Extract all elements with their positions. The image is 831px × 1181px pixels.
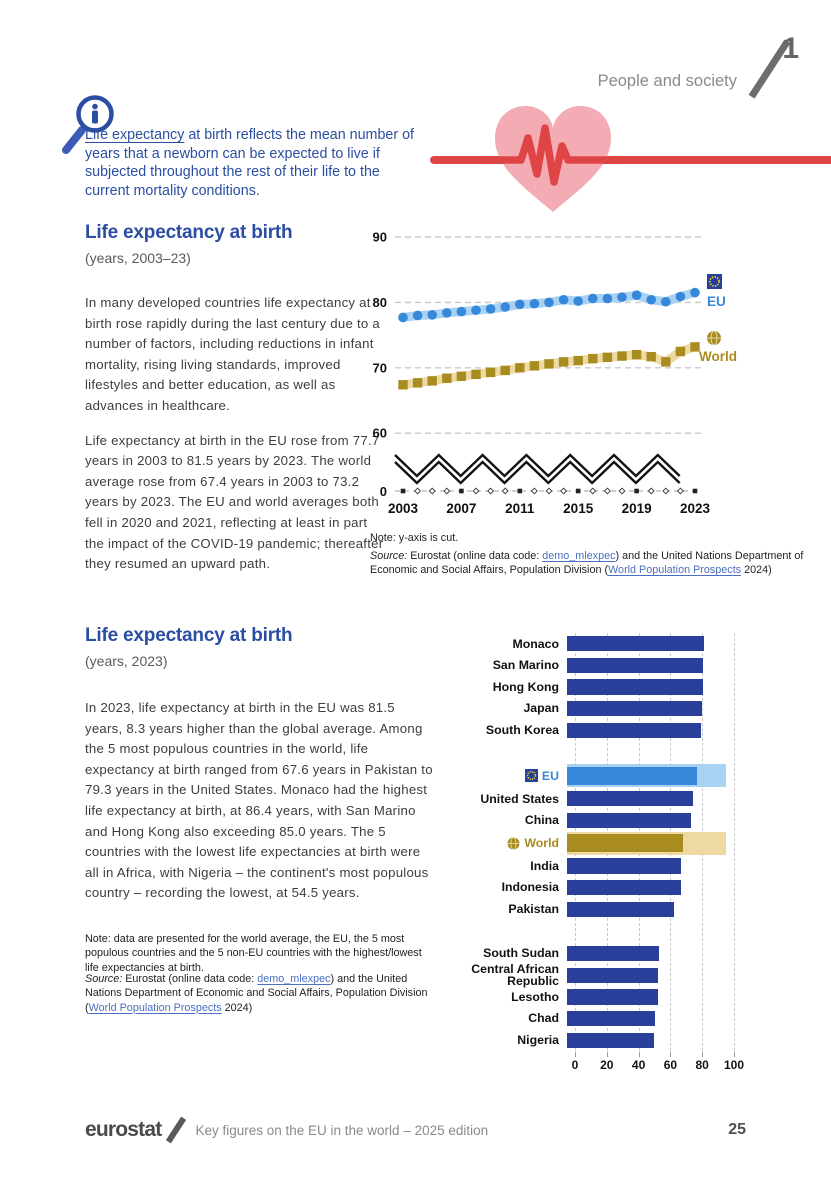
source-link-demo-mlexpec-2[interactable]: demo_mlexpec bbox=[257, 973, 331, 985]
x-tick-marker bbox=[693, 489, 698, 494]
x-axis-label: 100 bbox=[723, 1057, 745, 1072]
footer bbox=[85, 1113, 746, 1147]
section1-title: Life expectancy at birth bbox=[85, 222, 293, 243]
x-tick-marker-minor bbox=[502, 488, 508, 494]
data-point bbox=[544, 298, 554, 308]
x-tick-marker-minor bbox=[561, 488, 567, 494]
bar-row-san-marino bbox=[440, 655, 831, 677]
bar-label bbox=[440, 724, 567, 737]
bar-rows bbox=[440, 633, 831, 1051]
bar-label-text: San Marino bbox=[492, 658, 559, 673]
bar-group-gap bbox=[440, 920, 831, 943]
legend-world bbox=[699, 331, 737, 364]
data-point bbox=[661, 297, 671, 307]
x-axis-tick bbox=[734, 1052, 735, 1057]
bar-track bbox=[567, 788, 728, 810]
bar-x-axis bbox=[440, 1051, 831, 1075]
data-point bbox=[676, 292, 686, 302]
bar bbox=[567, 636, 704, 651]
bar-chart-source: Source: Eurostat (online data code: demo_mlexpec) and the United Nations Department of Economic and Social Affairs, Population Division (World Population Prospects 2024) bbox=[85, 973, 428, 1014]
x-tick-label: 2011 bbox=[505, 501, 535, 516]
bar bbox=[567, 858, 681, 873]
x-tick-marker bbox=[401, 489, 406, 494]
x-tick-marker bbox=[518, 489, 523, 494]
x-tick-marker-minor bbox=[429, 488, 435, 494]
bar-label bbox=[440, 702, 567, 715]
data-point bbox=[617, 292, 627, 302]
bar-row-lesotho bbox=[440, 986, 831, 1008]
bar-track bbox=[567, 877, 728, 899]
section2-subtitle: (years, 2023) bbox=[85, 653, 168, 669]
bar-track bbox=[567, 898, 728, 920]
x-tick-marker-minor bbox=[619, 488, 625, 494]
x-tick-label: 2019 bbox=[621, 501, 652, 516]
x-tick-label: 2007 bbox=[446, 501, 477, 516]
bar-track bbox=[567, 655, 728, 677]
data-point bbox=[442, 374, 451, 383]
heartbeat-heart-icon bbox=[487, 94, 619, 219]
data-point bbox=[471, 305, 481, 315]
bar bbox=[567, 880, 681, 895]
x-tick-marker-minor bbox=[488, 488, 494, 494]
data-point bbox=[603, 353, 612, 362]
x-axis-tick bbox=[639, 1052, 640, 1057]
data-point bbox=[559, 295, 569, 305]
bar-label bbox=[440, 881, 567, 894]
line-chart-note: Note: y-axis is cut. bbox=[370, 532, 459, 544]
bar bbox=[567, 679, 703, 694]
bar-label bbox=[440, 903, 567, 916]
bar-label bbox=[440, 837, 567, 850]
bar bbox=[567, 813, 691, 828]
section1-body bbox=[85, 293, 387, 589]
section2-title: Life expectancy at birth bbox=[85, 625, 293, 646]
bar-label-text: Lesotho bbox=[511, 989, 559, 1004]
bar-label-text: South Sudan bbox=[483, 946, 559, 961]
bar-track bbox=[567, 698, 728, 720]
bar-row-central-african-republic bbox=[440, 961, 831, 989]
bar bbox=[567, 834, 683, 852]
bar bbox=[567, 658, 703, 673]
bar bbox=[567, 989, 658, 1004]
bar bbox=[567, 723, 701, 738]
bar-label-text: Monaco bbox=[512, 636, 559, 651]
y-tick-label: 80 bbox=[372, 294, 387, 310]
legend-eu bbox=[707, 274, 726, 309]
data-point bbox=[559, 357, 568, 366]
x-tick-marker-minor bbox=[678, 488, 684, 494]
data-point bbox=[500, 302, 510, 312]
data-point bbox=[647, 352, 656, 361]
y-zero-label: 0 bbox=[379, 484, 387, 499]
x-axis-tick bbox=[575, 1052, 576, 1057]
data-point bbox=[603, 294, 613, 304]
bar-row-japan bbox=[440, 698, 831, 720]
bar-label bbox=[440, 769, 567, 782]
legend-eu-label: EU bbox=[707, 294, 726, 309]
y-tick-label: 60 bbox=[372, 425, 387, 441]
bar-label bbox=[440, 963, 567, 988]
bar-track bbox=[567, 633, 728, 655]
data-point bbox=[515, 300, 525, 310]
x-tick-marker-minor bbox=[648, 488, 654, 494]
data-point bbox=[457, 307, 467, 317]
bar-row-india bbox=[440, 855, 831, 877]
data-point bbox=[486, 304, 496, 314]
bar-row-indonesia bbox=[440, 877, 831, 899]
definition-highlight: Life expectancy bbox=[85, 127, 185, 143]
data-point bbox=[676, 347, 685, 356]
data-point bbox=[573, 296, 583, 306]
data-point bbox=[442, 308, 452, 318]
x-axis-label: 80 bbox=[695, 1057, 709, 1072]
bar-row-eu bbox=[440, 764, 831, 788]
bar-label-text: Pakistan bbox=[508, 901, 559, 916]
x-tick-label: 2023 bbox=[679, 501, 711, 516]
bar-label-text: World bbox=[524, 835, 559, 850]
section1-para2: Life expectancy at birth in the EU rose from 77.7 years in 2003 to 81.5 years by 2023. The world average rose from 67.4 years in 2003 to 73.2 years by 2023. The EU and world averages both fell in 2020 and 2021, reflecting at least in part the impact of the COVID-19 pandemic; thereafter they resumed an upward path. bbox=[85, 432, 384, 572]
data-point bbox=[530, 361, 539, 370]
series-eu bbox=[398, 288, 700, 322]
x-axis-tick bbox=[702, 1052, 703, 1057]
data-point bbox=[515, 363, 524, 372]
bar-track bbox=[567, 943, 728, 965]
x-axis-label: 40 bbox=[631, 1057, 646, 1072]
bar-row-china bbox=[440, 810, 831, 832]
section2-body bbox=[85, 698, 433, 918]
bar-label bbox=[440, 947, 567, 960]
line-chart-svg bbox=[355, 230, 755, 525]
section2-para1: In 2023, life expectancy at birth in the EU was 81.5 years, 8.3 years higher than the global average. Among the 5 most populous countries in the world, life expectancy at birth ranged from 67.6 years in Pakistan to 79.3 years in the United States. Monaco had the highest life expectancy at birth, at 86.4 years, with San Marino and Hong Kong also exceeding 85.0 years. The 5 countries with the lowest life expectancies at birth were all in Africa, with Nigeria – the continent's most populous country – recording the lowest, at 54.5 years. bbox=[85, 700, 433, 901]
bar-track bbox=[567, 719, 728, 741]
bar-label bbox=[440, 860, 567, 873]
data-point bbox=[661, 357, 670, 366]
bar bbox=[567, 701, 702, 716]
data-point bbox=[588, 294, 598, 304]
data-point bbox=[530, 299, 540, 309]
x-tick-marker-minor bbox=[415, 488, 421, 494]
data-point bbox=[632, 290, 642, 300]
bar-label bbox=[440, 1034, 567, 1047]
y-tick-label: 70 bbox=[372, 360, 387, 376]
x-axis-label: 60 bbox=[663, 1057, 678, 1072]
x-tick-marker bbox=[634, 489, 639, 494]
data-point bbox=[457, 372, 466, 381]
bar-label-text: South Korea bbox=[485, 722, 559, 737]
x-axis-tick bbox=[670, 1052, 671, 1057]
bar-label bbox=[440, 793, 567, 806]
bar-row-united-states bbox=[440, 788, 831, 810]
bar-label-text: India bbox=[530, 858, 559, 873]
page-number: 25 bbox=[728, 1121, 746, 1138]
x-axis-label: 0 bbox=[571, 1057, 579, 1072]
bar-label-text: Central African Republic bbox=[471, 961, 559, 989]
x-tick-marker-minor bbox=[590, 488, 596, 494]
chapter-number: 1 bbox=[782, 32, 799, 65]
data-point bbox=[617, 351, 626, 360]
x-axis-tick bbox=[607, 1052, 608, 1057]
bar-chart-note: Note: data are presented for the world average, the EU, the 5 most populous countries and the 5 non-EU countries with the highest/lowest life expectancies at birth. bbox=[85, 933, 422, 974]
data-point bbox=[398, 380, 407, 389]
bar bbox=[567, 1011, 655, 1026]
x-axis-label: 20 bbox=[600, 1057, 614, 1072]
x-tick-marker bbox=[576, 489, 581, 494]
bar bbox=[567, 1033, 654, 1048]
globe-icon bbox=[507, 837, 520, 850]
series-world bbox=[398, 342, 699, 389]
line-chart-source: Source: Eurostat (online data code: demo_mlexpec) and the United Nations Department of Economic and Social Affairs, Population Division (World Population Prospects 2024) bbox=[370, 550, 804, 577]
source-link-world-population-prospects[interactable]: World Population Prospects bbox=[608, 564, 742, 577]
bar-label bbox=[440, 991, 567, 1004]
chapter-section-label: People and society bbox=[597, 72, 737, 90]
bar-label-text: Chad bbox=[528, 1011, 559, 1026]
data-point bbox=[486, 368, 495, 377]
bar-group-gap bbox=[440, 741, 831, 764]
bar-row-hong-kong bbox=[440, 676, 831, 698]
bar bbox=[567, 946, 659, 961]
data-point bbox=[428, 376, 437, 385]
data-point bbox=[646, 295, 656, 305]
bar-row-monaco bbox=[440, 633, 831, 655]
bar-row-nigeria bbox=[440, 1029, 831, 1051]
data-point bbox=[471, 370, 480, 379]
eurostat-logo: eurostat bbox=[85, 1118, 162, 1141]
bar-track bbox=[567, 764, 728, 788]
data-point bbox=[588, 354, 597, 363]
bar-track bbox=[567, 965, 728, 987]
bar-track bbox=[567, 1008, 728, 1030]
bar-row-south-korea bbox=[440, 719, 831, 741]
data-point bbox=[398, 313, 408, 323]
x-tick-marker-minor bbox=[605, 488, 611, 494]
bar-track bbox=[567, 855, 728, 877]
footer-edition-title: Key figures on the EU in the world – 2025 edition bbox=[195, 1122, 489, 1138]
bar-row-chad bbox=[440, 1008, 831, 1030]
bar-chart bbox=[440, 633, 831, 1078]
y-tick-label: 90 bbox=[372, 230, 387, 245]
bar-label-text: Nigeria bbox=[517, 1032, 559, 1047]
bar-label-text: EU bbox=[541, 768, 559, 783]
bar-track bbox=[567, 1029, 728, 1051]
bar bbox=[567, 902, 674, 917]
x-tick-marker-minor bbox=[546, 488, 552, 494]
bar-label bbox=[440, 659, 567, 672]
x-tick-label: 2003 bbox=[387, 501, 419, 516]
bar-label bbox=[440, 681, 567, 694]
data-point bbox=[690, 288, 700, 298]
x-tick-marker-minor bbox=[473, 488, 479, 494]
bar-label-text: China bbox=[524, 813, 559, 828]
x-tick-marker-minor bbox=[663, 488, 669, 494]
bar bbox=[567, 968, 658, 983]
data-point bbox=[574, 356, 583, 365]
data-point bbox=[427, 310, 437, 320]
bar-track bbox=[567, 810, 728, 832]
bar bbox=[567, 767, 697, 785]
eurostat-logo-slash bbox=[166, 1117, 186, 1144]
bar-label-text: Japan bbox=[523, 701, 559, 716]
bar-label bbox=[440, 814, 567, 827]
bar-row-world bbox=[440, 831, 831, 855]
section1-subtitle: (years, 2003–23) bbox=[85, 250, 191, 266]
bar-track bbox=[567, 831, 728, 855]
bar bbox=[567, 791, 693, 806]
bar-label-text: Hong Kong bbox=[492, 679, 559, 694]
bar-row-pakistan bbox=[440, 898, 831, 920]
data-point bbox=[413, 378, 422, 387]
eu-flag-icon bbox=[525, 769, 538, 782]
data-point bbox=[413, 311, 423, 321]
source-link-world-population-prospects-2[interactable]: World Population Prospects bbox=[88, 1001, 222, 1014]
legend-world-label: World bbox=[699, 349, 737, 364]
line-chart bbox=[355, 230, 755, 525]
x-tick-marker-minor bbox=[444, 488, 450, 494]
source-link-demo-mlexpec[interactable]: demo_mlexpec bbox=[542, 550, 616, 562]
bar-track bbox=[567, 676, 728, 698]
x-tick-marker bbox=[459, 489, 464, 494]
x-tick-label: 2015 bbox=[563, 501, 594, 516]
bar-track bbox=[567, 986, 728, 1008]
bar-label-text: Indonesia bbox=[501, 880, 559, 895]
bar-label bbox=[440, 638, 567, 651]
bar-label-text: United States bbox=[480, 791, 559, 806]
bar-label bbox=[440, 1012, 567, 1025]
section1-para1: In many developed countries life expectancy at birth rose rapidly during the last century due to a number of factors, including reductions in infant mortality, rising living standards, improved lifestyles and better education, as well as advances in healthcare. bbox=[85, 295, 380, 413]
data-point bbox=[544, 359, 553, 368]
data-point bbox=[501, 366, 510, 375]
data-point bbox=[632, 350, 641, 359]
definition-text: Life expectancy at birth reflects the mean number of years that a newborn can be expected to live if subjected throughout the rest of their life to the current mortality conditions. bbox=[85, 127, 415, 199]
x-tick-marker-minor bbox=[532, 488, 538, 494]
